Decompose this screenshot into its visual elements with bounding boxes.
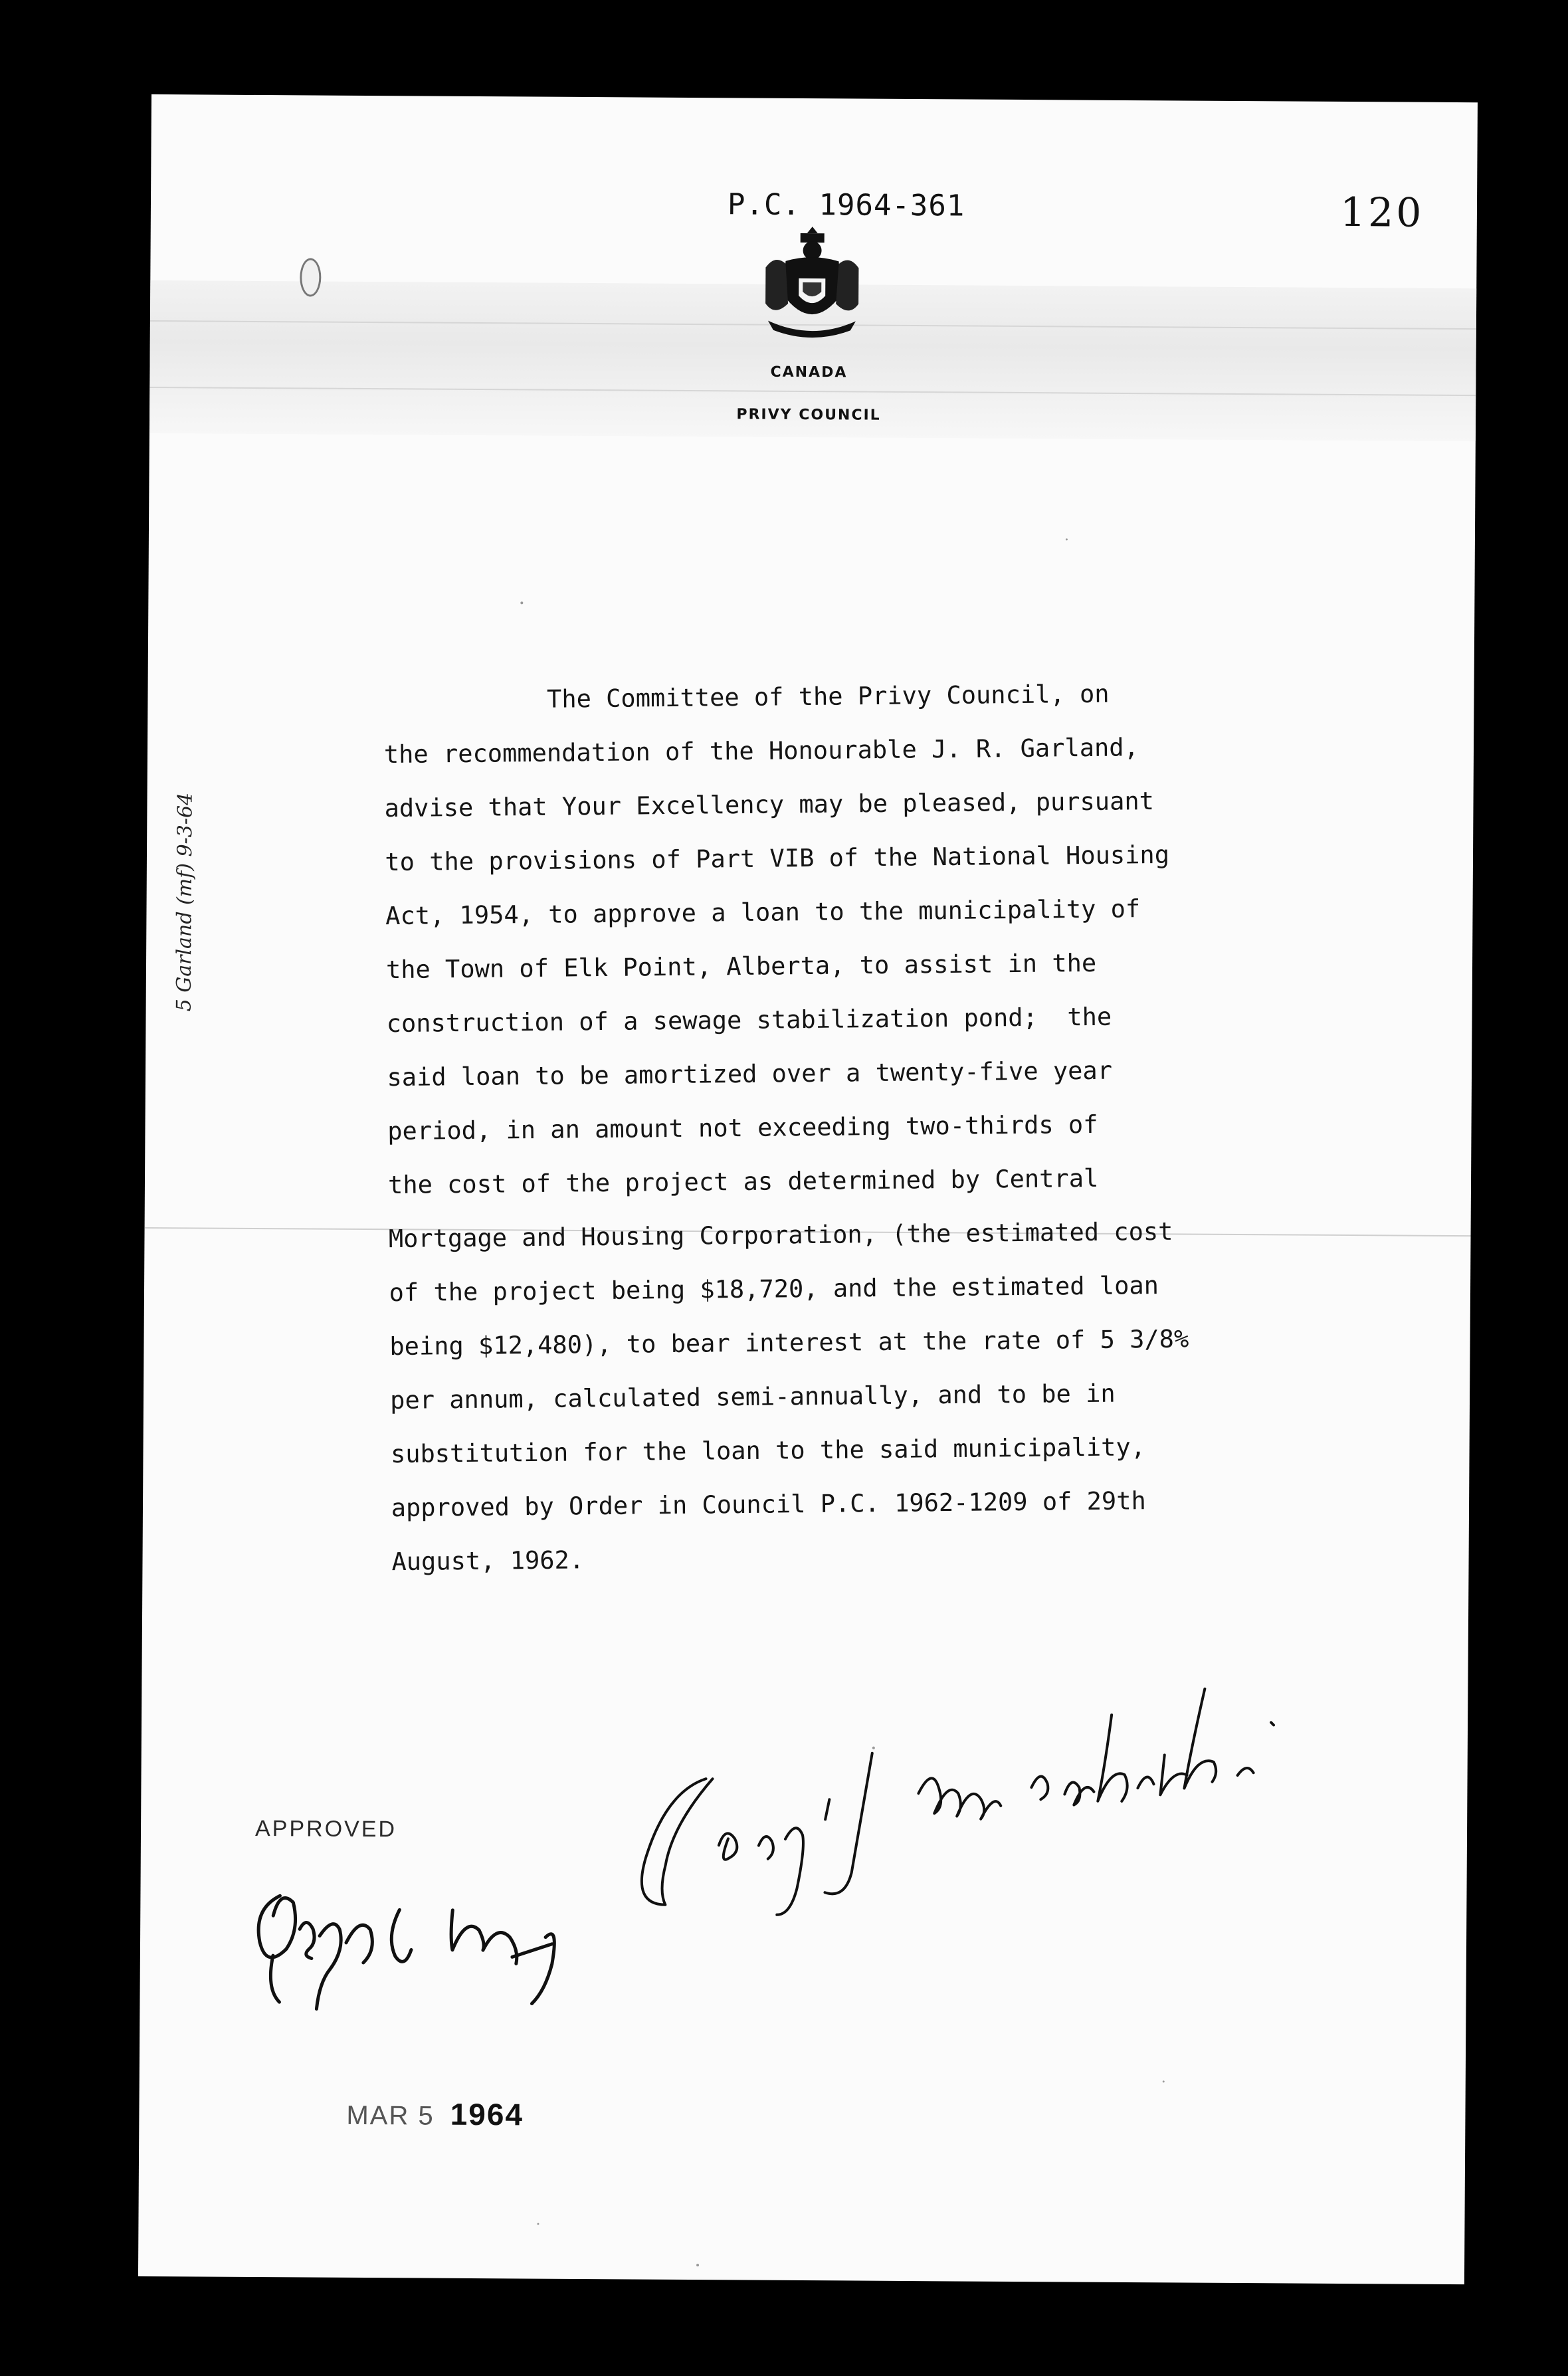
document-page	[138, 94, 1478, 2284]
body-line: The Committee of the Privy Council, on	[546, 679, 1110, 714]
body-line: approved by Order in Council P.C. 1962-1209 of 29th	[391, 1486, 1146, 1523]
body-line: the recommendation of the Honourable J. R. Garland,	[383, 733, 1139, 769]
body-line: the cost of the project as determined by Central	[387, 1163, 1099, 1200]
body-line: Act, 1954, to approve a loan to the municipality of	[385, 894, 1141, 931]
handwritten-margin-note: 5 Garland (mf) 9-3-64	[172, 792, 197, 1012]
order-in-council-number: P.C. 1964-361	[727, 187, 965, 223]
body-line: per annum, calculated semi-annually, and to be in	[389, 1379, 1116, 1415]
paper-specks	[151, 94, 1478, 102]
body-line: the Town of Elk Point, Alberta, to assist in the	[385, 948, 1097, 985]
approver-signature	[233, 1856, 606, 2030]
body-line: to the provisions of Part VIB of the National Housing	[385, 840, 1170, 877]
page-number: 120	[1339, 189, 1424, 237]
date-stamp	[346, 2096, 524, 2133]
canada-coat-of-arms-icon	[759, 221, 866, 342]
stamp-month-day: MAR 5	[346, 2100, 435, 2131]
body-line: of the project being $18,720, and the estimated loan	[389, 1270, 1159, 1308]
body-line: being $12,480), to bear interest at the rate of 5 3/8%	[389, 1324, 1189, 1361]
body-line: said loan to be amortized over a twenty-five year	[387, 1056, 1113, 1092]
body-line: August, 1962.	[391, 1545, 585, 1577]
body-line: construction of a sewage stabilization pond; the	[386, 1002, 1112, 1039]
body-line: advise that Your Excellency may be pleased, pursuant	[384, 787, 1155, 823]
privy-council-label: PRIVY COUNCIL	[736, 406, 881, 424]
country-label: CANADA	[770, 363, 848, 381]
order-body-text	[383, 664, 1342, 1589]
stamp-year: 1964	[450, 2096, 524, 2132]
approved-label: APPROVED	[254, 1816, 397, 1842]
minister-signature	[605, 1645, 1338, 1955]
body-line: substitution for the loan to the said municipality,	[390, 1433, 1146, 1469]
body-line: period, in an amount not exceeding two-thirds of	[387, 1110, 1098, 1146]
body-line: Mortgage and Housing Corporation, (the estimated cost	[388, 1217, 1173, 1254]
